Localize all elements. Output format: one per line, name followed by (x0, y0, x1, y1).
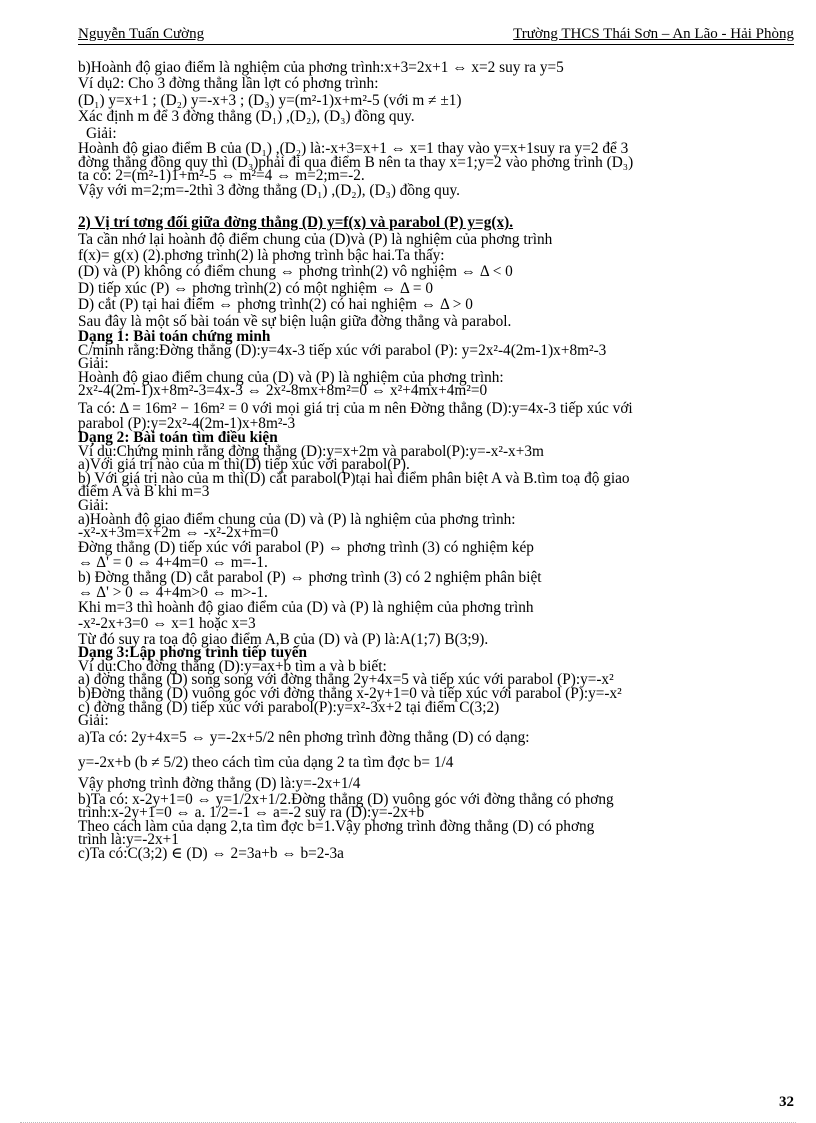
text-line: Khi m=3 thì hoành độ giao điểm của (D) và (P) là nghiệm của phơng trình (78, 598, 534, 616)
text-line: Giải: (78, 497, 109, 514)
text-line: b)Ta có: x-2y+1=0 ⇔ y=1/2x+1/2.Đờng thẳng (D) vuông góc với đờng thẳng có phơng (78, 790, 614, 808)
text-line: Giải: (78, 712, 109, 730)
text-line: ta có: 2=(m²-1)1+m²-5 ⇔ m²=4 ⇔ m=2;m=-2. (78, 167, 365, 185)
header-author: Nguyễn Tuấn Cường (78, 26, 205, 42)
text-line: trình:x-2y+1=0 ⇔ a. 1/2=-1 ⇔ a=-2 suy ra (D):y=-2x+b (78, 804, 425, 822)
text-line: Theo cách làm của dạng 2,ta tìm đợc b=1.Vậy phơng trình đờng thẳng (D) có phơng (78, 817, 595, 835)
text-line: a)Với giá trị nào của m thì(D) tiếp xúc với parabol(P). (78, 456, 410, 474)
text-line: parabol (P):y=2x²-4(2m-1)x+8m²-3 (78, 415, 296, 433)
text-line: c) đờng thẳng (D) tiếp xúc với parabol(P):y=x²-3x+2 tại điểm C(3;2) (78, 698, 500, 716)
text-line: Xác định m để 3 đờng thẳng (D₁) ,(D₂), (D₃) đồng quy. (78, 108, 415, 126)
text-line: f(x)= g(x) (2).phơng trình(2) là phơng trình bậc hai.Ta thấy: (78, 247, 445, 265)
text-line: c)Ta có:C(3;2) ∈ (D) ⇔ 2=3a+b ⇔ b=2-3a (78, 844, 344, 862)
text-line: ⇔ Δ' = 0 ⇔ 4+4m=0 ⇔ m=-1. (78, 554, 268, 572)
text-line: C/minh rằng:Đờng thẳng (D):y=4x-3 tiếp xúc với parabol (P): y=2x²-4(2m-1)x+8m²-3 (78, 341, 607, 359)
text-line: (D) và (P) không có điểm chung ⇔ phơng trình(2) vô nghiệm ⇔ Δ < 0 (78, 263, 513, 281)
text-line: a) đờng thẳng (D) song song với đờng thẳng 2y+4x=5 và tiếp xúc với parabol (P):y=-x² (78, 671, 614, 689)
text-line: (D₁) y=x+1 ; (D₂) y=-x+3 ; (D₃) y=(m²-1)x+m²-5 (với m ≠ ±1) (78, 91, 462, 109)
text-line: Giải: (78, 355, 109, 373)
page-content (78, 60, 794, 861)
text-line: y=-2x+b (b ≠ 5/2) theo cách tìm của dạng 2 ta tìm đợc b= 1/4 (78, 754, 454, 772)
text-line: D) cắt (P) tại hai điểm ⇔ phơng trình(2) có hai nghiệm ⇔ Δ > 0 (78, 296, 473, 314)
text-line: đờng thẳng đồng quy thì (D₃)phải đi qua điểm B nên ta thay x=1;y=2 vào phơng trình (D₃) (78, 153, 634, 171)
subsection-heading: Dạng 2: Bài toán tìm điều kiện (78, 429, 278, 447)
text-line: b) Với giá trị nào của m thì(D) cắt parabol(P)tại hai điểm phân biệt A và B.tìm toạ độ giao (78, 469, 630, 487)
text-line: Đờng thẳng (D) tiếp xúc với parabol (P) ⇔ phơng trình (3) có nghiệm kép (78, 538, 534, 556)
text-line: Vậy phơng trình đờng thẳng (D) là:y=-2x+1/4 (78, 775, 361, 793)
text-line: ⇔ Δ' > 0 ⇔ 4+4m>0 ⇔ m>-1. (78, 584, 268, 602)
text-line: 2x²-4(2m-1)x+8m²-3=4x-3 ⇔ 2x²-8mx+8m²=0 ⇔ x²+4mx+4m²=0 (78, 382, 488, 400)
subsection-heading: Dạng 3:Lập phơng trình tiếp tuyến (78, 644, 308, 662)
text-line: Sau đây là một số bài toán về sự biện luận giữa đờng thẳng và parabol. (78, 312, 512, 330)
text-line: a)Hoành độ giao điểm chung của (D) và (P) là nghiệm của phơng trình: (78, 510, 516, 528)
text-line: trình là:y=-2x+1 (78, 831, 179, 849)
text-line: Ví dụ:Chứng minh rằng đờng thẳng (D):y=x+2m và parabol(P):y=-x²-x+3m (78, 442, 544, 460)
text-line: Giải: (86, 124, 117, 142)
text-line: Ví dụ:Cho đờng thẳng (D):y=ax+b tìm a và b biết: (78, 657, 387, 675)
page-number: 32 (779, 1094, 794, 1110)
text-line: -x²-x+3m=x+2m ⇔ -x²-2x+m=0 (78, 524, 279, 542)
text-line: Hoành độ giao điểm chung của (D) và (P) là nghiệm của phơng trình: (78, 368, 504, 386)
text-line: Ta cần nhớ lại hoành độ điểm chung của (D)và (P) là nghiệm của phơng trình (78, 230, 553, 248)
subsection-heading: Dạng 1: Bài toán chứng minh (78, 328, 271, 346)
text-line: Ta có: Δ = 16m² − 16m² = 0 với mọi giá trị của m nên Đờng thẳng (D):y=4x-3 tiếp xúc với (78, 400, 633, 418)
section-heading: 2) Vị trí tơng đối giữa đờng thẳng (D) y=f(x) và parabol (P) y=g(x). (78, 214, 514, 232)
page-header (78, 26, 794, 45)
text-line: Vậy với m=2;m=-2thì 3 đờng thẳng (D₁) ,(D₂), (D₃) đồng quy. (78, 181, 460, 199)
text-line: b)Hoành độ giao điểm là nghiệm của phơng trình:x+3=2x+1 ⇔ x=2 suy ra y=5 (78, 59, 564, 76)
text-line: điểm A và B khi m=3 (78, 483, 210, 501)
text-line: b)Đờng thẳng (D) vuông góc với đờng thẳng x-2y+1=0 và tiếp xúc với parabol (P):y=-x² (78, 684, 622, 702)
text-line: -x²-2x+3=0 ⇔ x=1 hoặc x=3 (78, 615, 256, 633)
text-line: Ví dụ2: Cho 3 đờng thẳng lần lợt có phơng trình: (78, 75, 379, 93)
text-line: a)Ta có: 2y+4x=5 ⇔ y=-2x+5/2 nên phơng trình đờng thẳng (D) có dạng: (78, 728, 530, 746)
text-line: Từ đó suy ra toạ độ giao điểm A,B của (D) và (P) là:A(1;7) B(3;9). (78, 630, 489, 648)
text-line: b) Đờng thẳng (D) cắt parabol (P) ⇔ phơng trình (3) có 2 nghiệm phân biệt (78, 568, 542, 586)
text-line: D) tiếp xúc (P) ⇔ phơng trình(2) có một nghiệm ⇔ Δ = 0 (78, 279, 433, 297)
text-line: Hoành độ giao điểm B của (D₁) ,(D₂) là:-x+3=x+1 ⇔ x=1 thay vào y=x+1suy ra y=2 để 3 (78, 140, 629, 158)
header-school: Trường THCS Thái Sơn – An Lão - Hải Phòng (513, 26, 794, 42)
